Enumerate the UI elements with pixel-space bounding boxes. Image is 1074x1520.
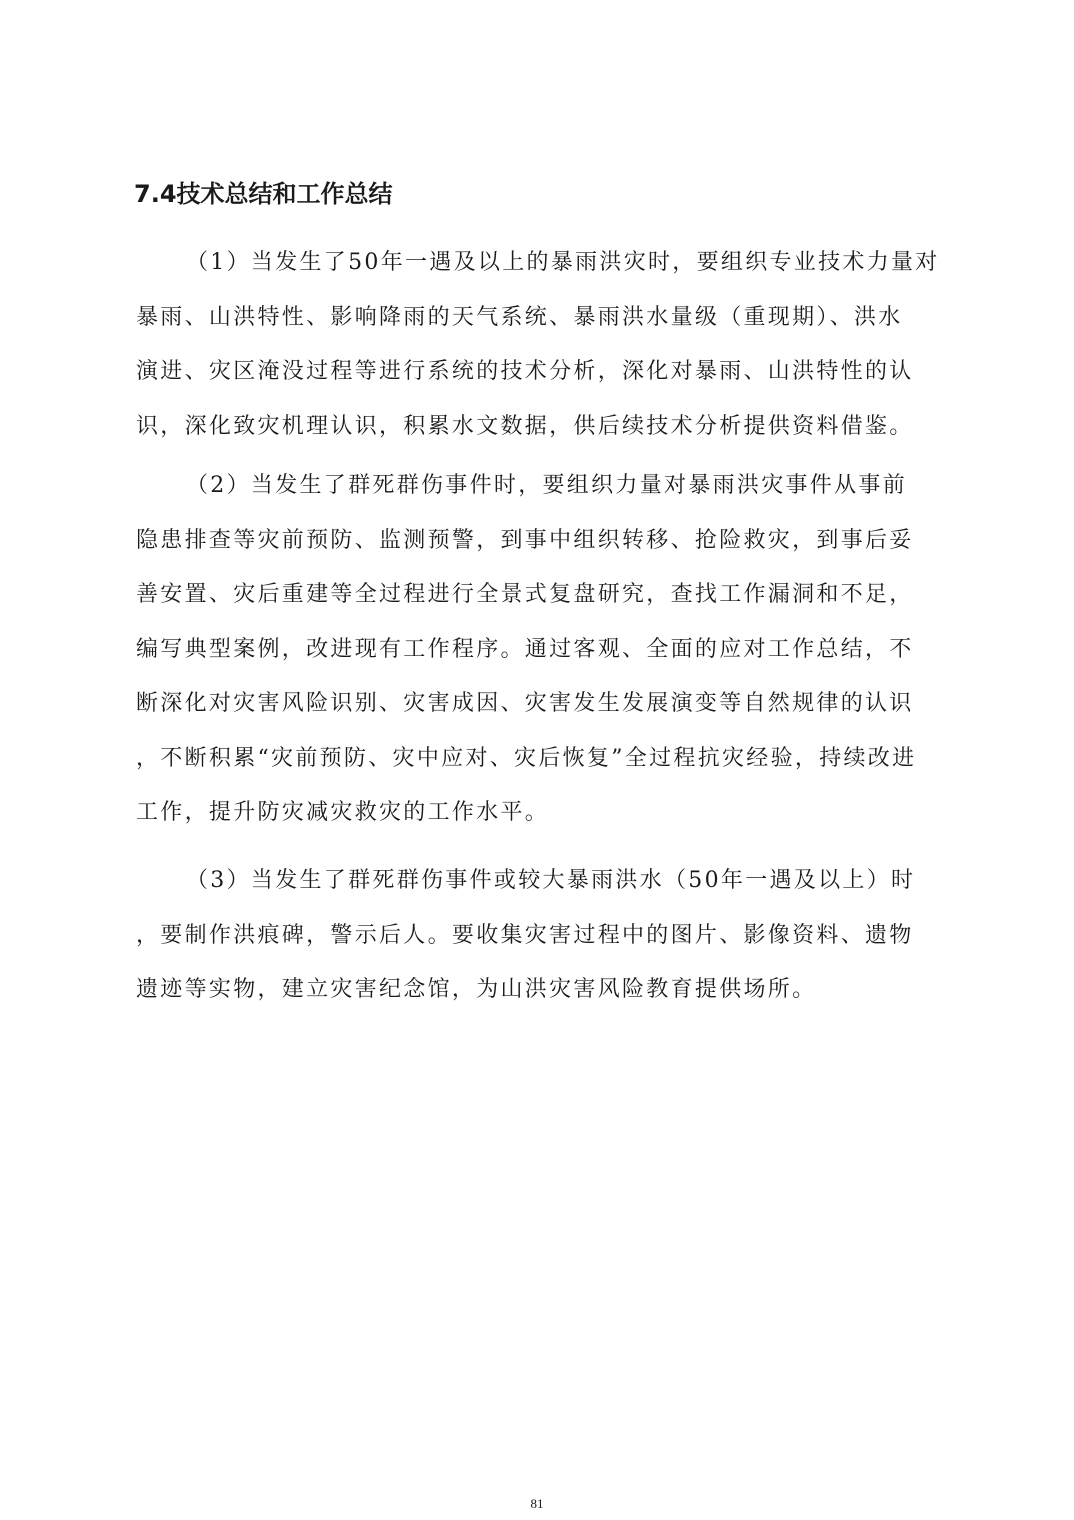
paragraph-line: （3）当发生了群死群伤事件或较大暴雨洪水（50年一遇及以上）时 — [186, 868, 916, 893]
paragraph-1 — [136, 236, 944, 454]
paragraph-line: 识，深化致灾机理认识，积累水文数据，供后续技术分析提供资料借鉴。 — [136, 413, 914, 439]
paragraph-3 — [136, 854, 944, 1018]
paragraph-line: 演进、灾区淹没过程等进行系统的技术分析，深化对暴雨、山洪特性的认 — [136, 359, 914, 384]
page-number: 81 — [530, 1496, 544, 1511]
paragraph-line: 善安置、灾后重建等全过程进行全景式复盘研究，查找工作漏洞和不足， — [136, 582, 914, 607]
paragraph-line: （1）当发生了50年一遇及以上的暴雨洪灾时，要组织专业技术力量对 — [186, 250, 940, 275]
paragraph-line: 断深化对灾害风险识别、灾害成因、灾害发生发展演变等自然规律的认识 — [136, 691, 914, 716]
paragraph-line: 工作，提升防灾减灾救灾的工作水平。 — [136, 800, 550, 825]
paragraph-line: （2）当发生了群死群伤事件时，要组织力量对暴雨洪灾事件从事前 — [186, 473, 907, 498]
paragraph-line: 暴雨、山洪特性、影响降雨的天气系统、暴雨洪水量级（重现期）、洪水 — [136, 304, 903, 330]
paragraph-line: 编写典型案例，改进现有工作程序。通过客观、全面的应对工作总结，不 — [136, 636, 914, 662]
paragraph-line: ，要制作洪痕碑，警示后人。要收集灾害过程中的图片、影像资料、遗物 — [136, 922, 914, 948]
paragraph-line: 遗迹等实物，建立灾害纪念馆，为山洪灾害风险教育提供场所。 — [136, 977, 817, 1002]
paragraph-line: ，不断积累“灾前预防、灾中应对、灾后恢复”全过程抗灾经验，持续改进 — [136, 745, 917, 771]
section-heading: 7.4技术总结和工作总结 — [134, 180, 393, 208]
paragraph-2 — [136, 459, 944, 841]
paragraph-line: 隐患排查等灾前预防、监测预警，到事中组织转移、抢险救灾，到事后妥 — [136, 527, 914, 553]
